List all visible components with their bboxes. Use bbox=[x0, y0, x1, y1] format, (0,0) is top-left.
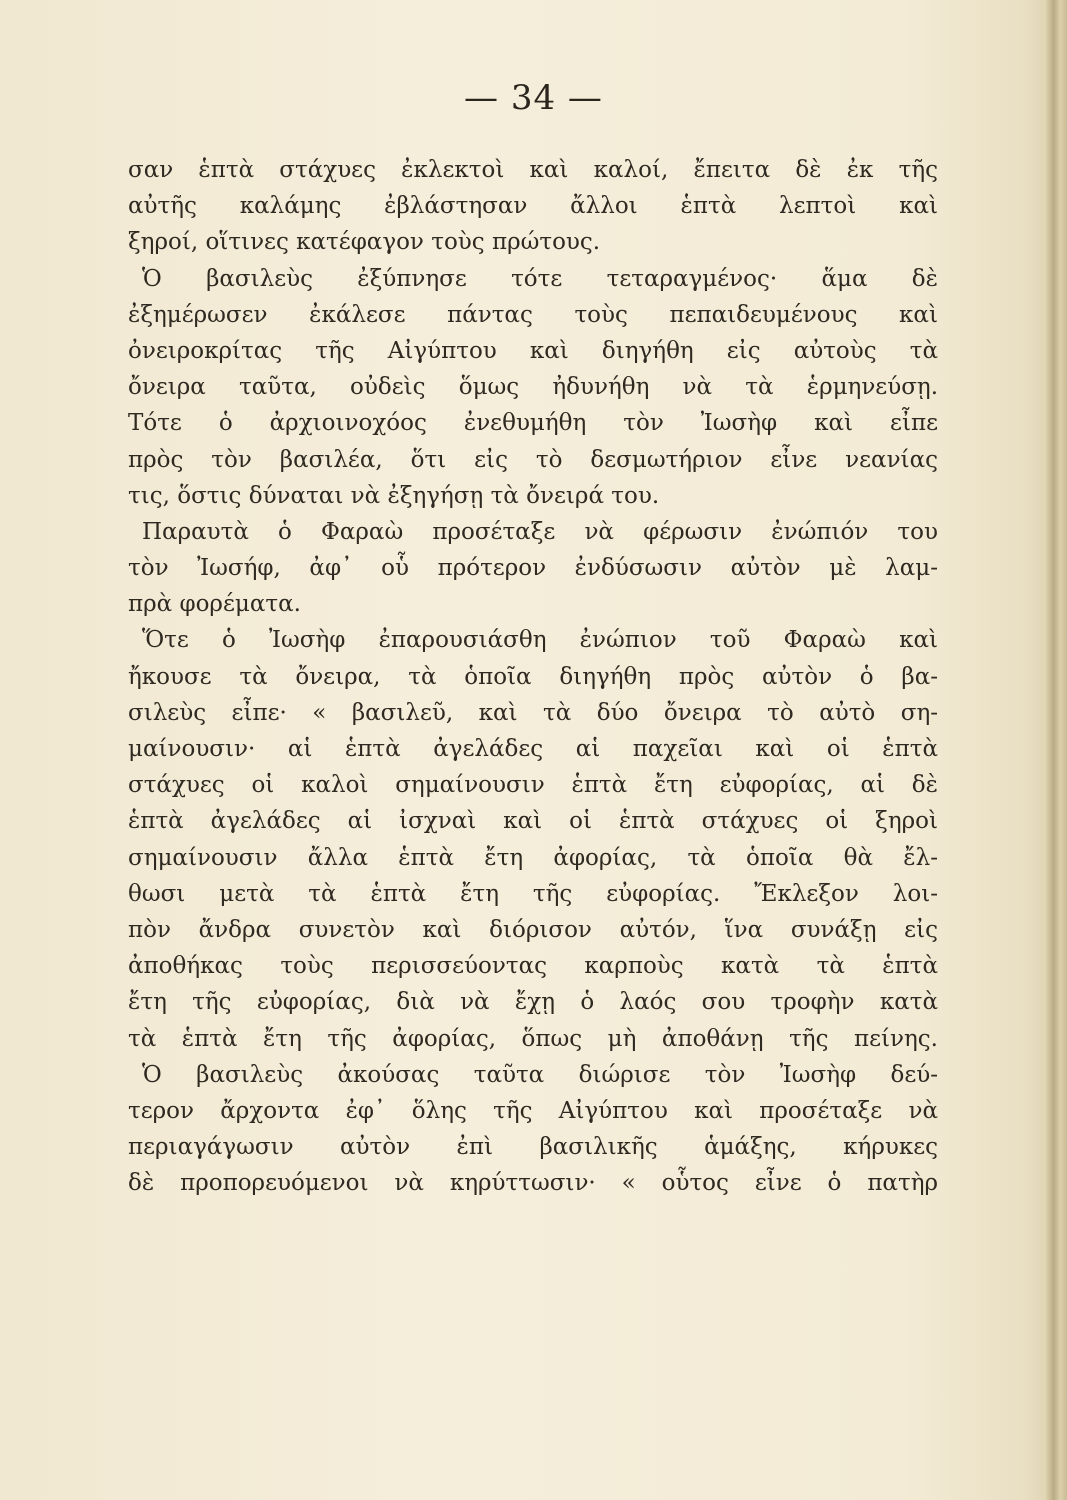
text-line: τὸν Ἰωσήφ, ἀφ᾽ οὗ πρότερον ἐνδύσωσιν αὐτὸν μὲ λαμ- bbox=[128, 555, 938, 582]
text-line: πρὰ φορέματα. bbox=[128, 591, 301, 618]
text-line: Ὁ βασιλεὺς ἀκούσας ταῦτα διώρισε τὸν Ἰωσὴφ δεύ- bbox=[142, 1061, 938, 1088]
text-line: περιαγάγωσιν αὐτὸν ἐπὶ βασιλικῆς ἁμάξης, κήρυκες bbox=[128, 1134, 938, 1161]
text-line: ἐξημέρωσεν ἐκάλεσε πάντας τοὺς πεπαιδευμένους καὶ bbox=[128, 301, 938, 328]
text-line: Ὅτε ὁ Ἰωσὴφ ἐπαρουσιάσθη ἐνώπιον τοῦ Φαραὼ καὶ bbox=[142, 627, 938, 654]
text-line: δὲ προπορευόμενοι νὰ κηρύττωσιν· « οὗτος εἶνε ὁ πατὴρ bbox=[128, 1170, 938, 1197]
text-line: ὀνειροκρίτας τῆς Αἰγύπτου καὶ διηγήθη εἰς αὐτοὺς τὰ bbox=[128, 337, 938, 364]
text-line: πὸν ἄνδρα συνετὸν καὶ διόρισον αὐτόν, ἵνα συνάξῃ εἰς bbox=[128, 916, 938, 943]
text-line: τις, ὅστις δύναται νὰ ἐξηγήσῃ τὰ ὄνειρά του. bbox=[128, 482, 660, 509]
text-line: θωσι μετὰ τὰ ἑπτὰ ἔτη τῆς εὐφορίας. Ἔκλεξον λοι- bbox=[128, 880, 938, 907]
text-line: ἑπτὰ ἀγελάδες αἱ ἰσχναὶ καὶ οἱ ἑπτὰ στάχυες οἱ ξηροὶ bbox=[128, 808, 938, 835]
text-line: Τότε ὁ ἀρχιοινοχόος ἐνεθυμήθη τὸν Ἰωσὴφ καὶ εἶπε bbox=[128, 410, 938, 437]
text-line: πρὸς τὸν βασιλέα, ὅτι εἰς τὸ δεσμωτήριον εἶνε νεανίας bbox=[128, 446, 938, 473]
text-line: ἀποθήκας τοὺς περισσεύοντας καρποὺς κατὰ τὰ ἑπτὰ bbox=[128, 953, 938, 980]
page-edge-shadow bbox=[1045, 0, 1067, 1500]
text-line: τὰ ἑπτὰ ἔτη τῆς ἀφορίας, ὅπως μὴ ἀποθάνῃ τῆς πείνης. bbox=[128, 1025, 938, 1052]
text-line: μαίνουσιν· αἱ ἑπτὰ ἀγελάδες αἱ παχεῖαι καὶ οἱ ἑπτὰ bbox=[128, 736, 938, 762]
text-line: σιλεὺς εἶπε· « βασιλεῦ, καὶ τὰ δύο ὄνειρα τὸ αὐτὸ ση- bbox=[128, 699, 938, 726]
body-text bbox=[128, 152, 938, 1201]
page-number: — 34 — bbox=[464, 78, 603, 118]
text-line: σημαίνουσιν ἄλλα ἑπτὰ ἔτη ἀφορίας, τὰ ὁποῖα θὰ ἔλ- bbox=[128, 844, 938, 871]
text-line: ἤκουσε τὰ ὄνειρα, τὰ ὁποῖα διηγήθη πρὸς αὐτὸν ὁ βα- bbox=[128, 663, 938, 690]
text-line: σαν ἑπτὰ στάχυες ἐκλεκτοὶ καὶ καλοί, ἔπειτα δὲ ἐκ τῆς bbox=[128, 157, 938, 183]
text-line: Ὁ βασιλεὺς ἐξύπνησε τότε τεταραγμένος· ἅμα δὲ bbox=[142, 265, 938, 292]
text-line: στάχυες οἱ καλοὶ σημαίνουσιν ἑπτὰ ἔτη εὐφορίας, αἱ δὲ bbox=[128, 772, 938, 799]
text-line: ἔτη τῆς εὐφορίας, διὰ νὰ ἔχῃ ὁ λαός σου τροφὴν κατὰ bbox=[128, 989, 938, 1016]
text-line: τερον ἄρχοντα ἐφ᾽ ὅλης τῆς Αἰγύπτου καὶ προσέταξε νὰ bbox=[128, 1097, 938, 1124]
text-line: ὄνειρα ταῦτα, οὐδεὶς ὅμως ἠδυνήθη νὰ τὰ ἑρμηνεύσῃ. bbox=[128, 374, 938, 401]
text-line: ξηροί, οἵτινες κατέφαγον τοὺς πρώτους. bbox=[128, 229, 601, 256]
text-line: Παραυτὰ ὁ Φαραὼ προσέταξε νὰ φέρωσιν ἐνώπιόν του bbox=[142, 518, 938, 545]
text-line: αὐτῆς καλάμης ἐβλάστησαν ἄλλοι ἑπτὰ λεπτοὶ καὶ bbox=[128, 193, 938, 220]
